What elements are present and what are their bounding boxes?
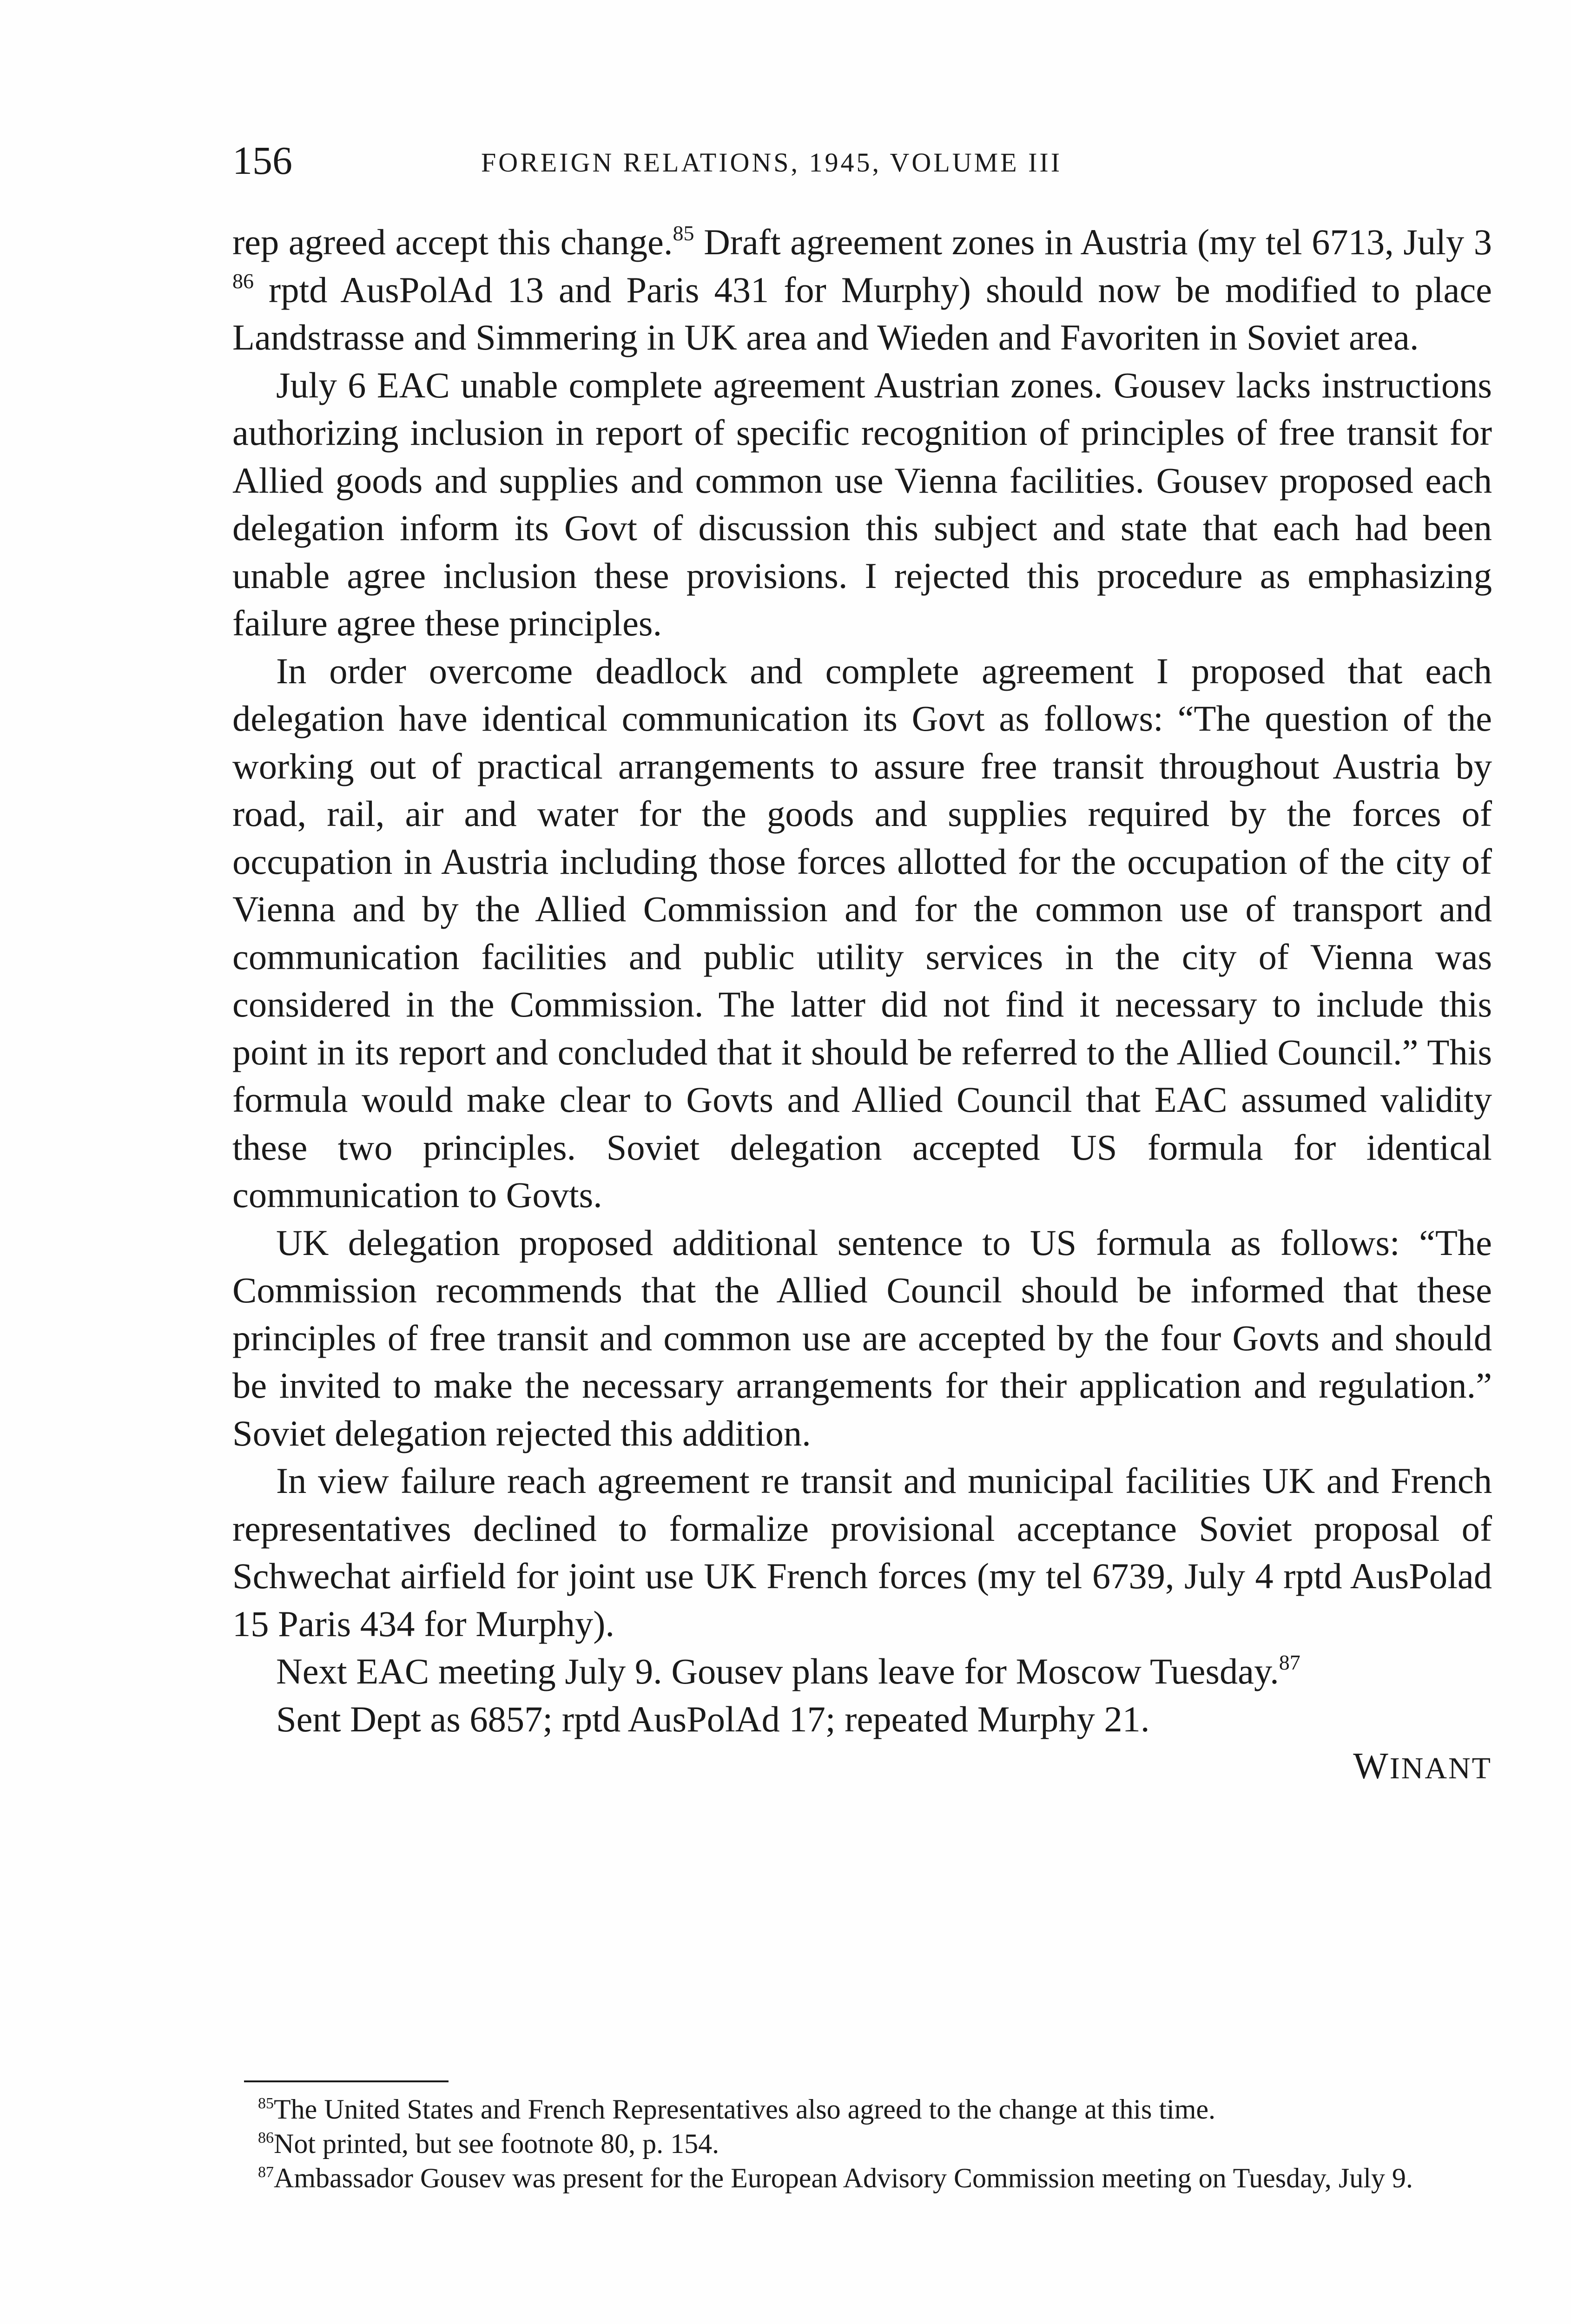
footnote-ref-85: 85 [673,221,694,245]
paragraph-7: Sent Dept as 6857; rptd AusPolAd 17; repeated Murphy 21. [276,1698,1150,1739]
paragraph-2: July 6 EAC unable complete agreement Austrian zones. Gousev lacks instructions authorizing inclusion in report of specific recognition of principles of free transit for Allied goods and supplies and common use Vienna facilities. Gousev proposed each delegation inform its Govt of discussion this subject and state that each had been unable agree inclusion these provisions. I rejected this procedure as emphasizing failure agree these principles. [232,364,1492,643]
footnote-mark: 86 [258,2129,274,2146]
footnote-85: $^{85}$The United States and French Representatives also agreed to the change at this time. [258,2094,1216,2125]
footnote-divider [244,2080,449,2082]
footnote-mark: 85 [258,2095,274,2112]
page-header [232,135,1311,191]
footnotes [232,2094,1492,2197]
running-head: FOREIGN RELATIONS, 1945, VOLUME III [481,147,1063,178]
signature: WINANT [1353,1746,1492,1787]
paragraph-6: Next EAC meeting July 9. Gousev plans leave for Moscow Tuesday.$^{87}$ [276,1651,1300,1691]
footnote-mark: 87 [258,2164,274,2181]
body-text [232,218,1492,1792]
paragraph-3: In order overcome deadlock and complete agreement I proposed that each delegation have identical communication its Govt as follows: “The question of the working out of practical arrangements to assure free transit throughout Austria by road, rail, air and water for the goods and supplies required by the forces of occupation in Austria including those forces allotted for the occupation of the city of Vienna and by the Allied Commission and for the common use of transport and communication facilities and public utility services in the city of Vienna was considered in the Commission. The latter did not find it necessary to include this point in its report and concluded that it should be referred to the Allied Council.” This formula would make clear to Govts and Allied Council that EAC assumed validity these two principles. Soviet delegation accepted US formula for identical communication to Govts. [232,650,1492,1215]
footnote-87: $^{87}$Ambassador Gousev was present for the European Advisory Commission meeting on Tuesday, July 9. [258,2163,1413,2193]
paragraph-5: In view failure reach agreement re transit and municipal facilities UK and French representatives declined to formalize provisional acceptance Soviet proposal of Schwechat airfield for joint use UK French forces (my tel 6739, July 4 rptd AusPolad 15 Paris 434 for Murphy). [232,1460,1492,1644]
paragraph-4: UK delegation proposed additional sentence to US formula as follows: “The Commission recommends that the Allied Council should be informed that these principles of free transit and common use are accepted by the four Govts and should be invited to make the necessary arrangements for their application and regulation.” Soviet delegation rejected this addition. [232,1222,1492,1453]
footnote-ref-86: 86 [232,269,254,293]
page-number: 156 [232,138,292,183]
footnote-ref-87: 87 [1279,1651,1300,1674]
footnote-86: $^{86}$Not printed, but see footnote 80, p. 154. [258,2128,719,2159]
paragraph-1: rep agreed accept this change.$^{85}$ Draft agreement zones in Austria (my tel 6713, July 3 $^{86}$ rptd AusPolAd 13 and Paris 431 for Murphy) should now be modified to place Landstrasse and Simmering in UK area and Wieden and Favoriten in Soviet area. [232,221,1492,357]
